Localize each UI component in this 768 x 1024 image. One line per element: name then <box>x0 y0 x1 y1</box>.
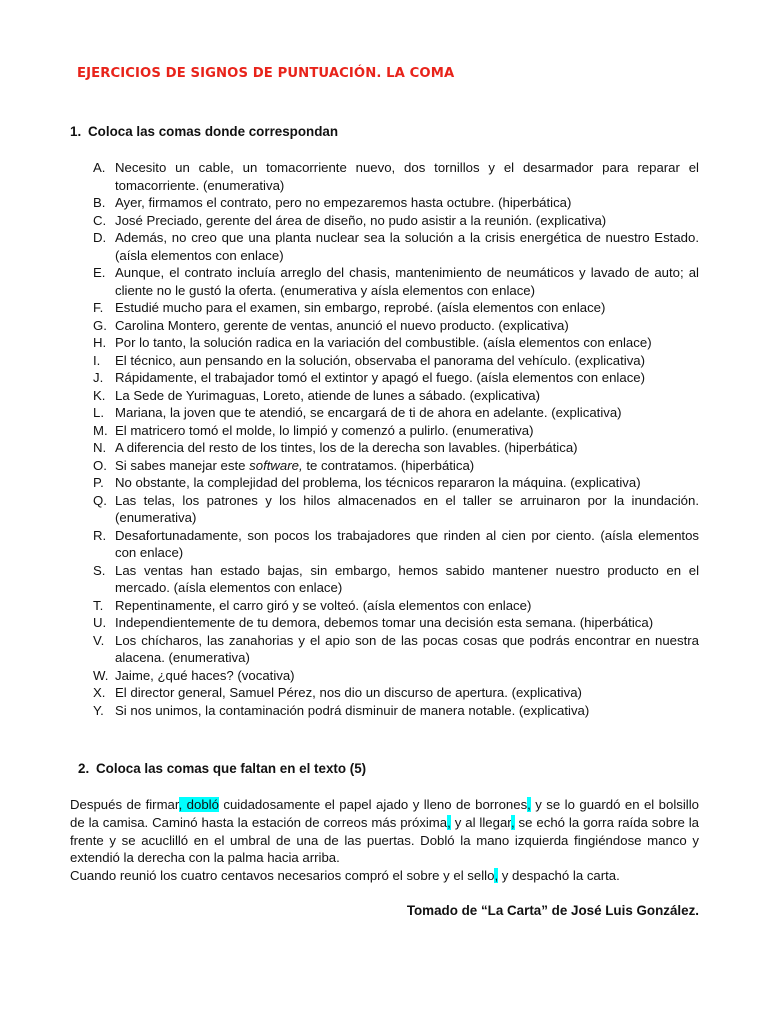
text-run: Si sabes manejar este <box>115 457 250 473</box>
exercise-item <box>93 439 699 457</box>
exercise-sentence: El director general, Samuel Pérez, nos dio un discurso de apertura. (explicativa) <box>115 685 582 700</box>
exercise-letter: C. <box>93 212 107 228</box>
exercise-item <box>93 667 699 685</box>
exercise-item <box>93 632 699 667</box>
exercise-item <box>93 317 699 335</box>
exercise-letter: Q. <box>93 492 107 508</box>
exercise-sentence: Si nos unimos, la contaminación podrá disminuir de manera notable. (explicativa) <box>115 702 590 718</box>
exercise-item <box>93 597 699 615</box>
exercise-letter: H. <box>93 335 107 350</box>
exercise-letter: D. <box>93 230 107 245</box>
exercise-paragraph-1 <box>70 796 699 867</box>
exercise-item <box>93 614 699 632</box>
text-run: se echó la gorra raída sobre la frente y se acuclilló en el umbral de una de las puertas. Dobló la mano izquierda fingiéndose manco y extendió la derecha con la palma hacia arriba. <box>70 814 699 866</box>
exercise-sentence: Rápidamente, el trabajador tomó el extintor y apagó el fuego. (aísla elementos con enlace) <box>115 370 646 385</box>
section-1-heading-text: Coloca las comas donde correspondan <box>88 124 339 139</box>
exercise-letter: U. <box>93 615 107 630</box>
exercise-item <box>93 264 699 299</box>
exercise-sentence: José Preciado, gerente del área de diseño, no pudo asistir a la reunión. (explicativa) <box>115 212 607 228</box>
exercise-item <box>93 229 699 264</box>
exercise-letter: X. <box>93 685 106 700</box>
exercise-sentence: Independientemente de tu demora, debemos tomar una decisión esta semana. (hiperbática) <box>115 615 654 630</box>
text-run: Cuando reunió los cuatro centavos necesarios compró el sobre y el sello <box>70 868 495 884</box>
exercise-letter: O. <box>93 457 107 473</box>
exercise-item <box>93 299 699 317</box>
section-2-number: 2. <box>78 761 90 776</box>
exercise-sentence: Jaime, ¿qué haces? (vocativa) <box>115 667 295 683</box>
exercise-sentence: Desafortunadamente, son pocos los trabajadores que rinden al cien por ciento. (aísla elementos con enlace) <box>115 527 699 560</box>
section-1-number: 1. <box>70 124 82 139</box>
highlighted-comma: , <box>494 868 499 884</box>
text-run: te contratamos. (hiperbática) <box>302 457 475 473</box>
exercise-item <box>93 474 699 492</box>
section-1-heading <box>70 124 338 139</box>
text-run: Después de firmar <box>70 797 179 812</box>
highlighted-comma: , <box>447 814 451 830</box>
exercise-letter: V. <box>93 632 105 648</box>
text-run: cuidadosamente el papel ajado y lleno de borrones <box>218 797 528 812</box>
exercise-item <box>93 369 699 387</box>
exercise-item <box>93 387 699 405</box>
exercise-sentence <box>115 457 699 475</box>
section-2-heading <box>78 761 366 776</box>
exercise-letter: A. <box>93 160 106 175</box>
exercise-item <box>93 212 699 230</box>
exercise-sentence: La Sede de Yurimaguas, Loreto, atiende de lunes a sábado. (explicativa) <box>115 387 540 403</box>
exercise-letter: F. <box>93 300 104 315</box>
exercise-sentence: El matricero tomó el molde, lo limpió y comenzó a pulirlo. (enumerativa) <box>115 422 534 438</box>
exercise-item <box>93 159 699 194</box>
exercise-sentence: Mariana, la joven que te atendió, se encargará de ti de ahora en adelante. (explicativa) <box>115 405 622 420</box>
exercise-sentence: Los chícharos, las zanahorias y el apio son de las pocas cosas que podrás encontrar en nuestra alacena. (enumerativa) <box>115 632 699 665</box>
text-run: y se lo guardó en el bolsillo de la camisa. Caminó hasta la estación de correos más próxima <box>70 797 699 830</box>
exercise-letter: M. <box>93 422 108 438</box>
exercise-item <box>93 457 699 475</box>
highlighted-comma: , <box>510 814 515 830</box>
exercise-item <box>93 422 699 440</box>
exercise-letter: Y. <box>93 702 104 718</box>
page-title: EJERCICIOS DE SIGNOS DE PUNTUACIÓN. LA COMA <box>77 66 455 81</box>
exercise-letter: I. <box>93 352 101 368</box>
exercise-list <box>93 159 699 719</box>
exercise-paragraph-2 <box>70 867 699 885</box>
exercise-letter: W. <box>93 667 109 683</box>
exercise-item <box>93 684 699 702</box>
exercise-item <box>93 404 699 422</box>
exercise-letter: S. <box>93 562 106 578</box>
exercise-letter: J. <box>93 370 104 385</box>
text-run: y al llegar <box>450 814 511 830</box>
exercise-letter: B. <box>93 195 106 210</box>
text-run: y despachó la carta. <box>498 868 620 884</box>
exercise-sentence: Aunque, el contrato incluía arreglo del chasis, mantenimiento de neumáticos y lavado de auto; al cliente no le gustó la oferta. (enumerativa y aísla elementos con enlace) <box>115 265 699 298</box>
highlighted-comma: , <box>527 797 531 812</box>
exercise-text <box>70 796 699 885</box>
exercise-letter: E. <box>93 265 106 280</box>
exercise-sentence: A diferencia del resto de los tintes, los de la derecha son lavables. (hiperbática) <box>115 440 578 455</box>
exercise-sentence: El técnico, aun pensando en la solución, observaba el panorama del vehículo. (explicativa) <box>115 352 646 368</box>
exercise-item <box>93 352 699 370</box>
source-citation: Tomado de “La Carta” de José Luis González. <box>406 903 699 918</box>
italic-term: software, <box>249 457 303 473</box>
exercise-letter: K. <box>93 387 106 403</box>
exercise-sentence: Necesito un cable, un tomacorriente nuevo, dos tornillos y el desarmador para reparar el tomacorriente. (enumerativa) <box>115 160 699 193</box>
exercise-sentence: Repentinamente, el carro giró y se volteó. (aísla elementos con enlace) <box>115 597 532 613</box>
exercise-item <box>93 702 699 720</box>
exercise-sentence: Estudié mucho para el examen, sin embargo, reprobé. (aísla elementos con enlace) <box>115 300 606 315</box>
exercise-letter: L. <box>93 405 104 420</box>
exercise-sentence: Carolina Montero, gerente de ventas, anunció el nuevo producto. (explicativa) <box>115 317 569 333</box>
exercise-item <box>93 562 699 597</box>
exercise-letter: R. <box>93 527 107 543</box>
exercise-item <box>93 527 699 562</box>
exercise-letter: G. <box>93 317 107 333</box>
exercise-sentence: Por lo tanto, la solución radica en la variación del combustible. (aísla elementos con enlace) <box>115 335 652 350</box>
exercise-item <box>93 492 699 527</box>
exercise-letter: T. <box>93 597 104 613</box>
exercise-sentence: Además, no creo que una planta nuclear sea la solución a la crisis energética de nuestro Estado. (aísla elementos con enlace) <box>115 230 699 263</box>
exercise-sentence: Las telas, los patrones y los hilos almacenados en el taller se arruinaron por la inundación. (enumerativa) <box>115 492 699 525</box>
exercise-letter: P. <box>93 475 104 490</box>
exercise-sentence: Ayer, firmamos el contrato, pero no empezaremos hasta octubre. (hiperbática) <box>115 195 572 210</box>
exercise-item <box>93 334 699 352</box>
exercise-sentence: Las ventas han estado bajas, sin embargo, hemos sabido mantener nuestro producto en el mercado. (aísla elementos con enlace) <box>115 562 699 595</box>
exercise-item <box>93 194 699 212</box>
highlighted-comma: , dobló <box>178 797 219 812</box>
exercise-sentence: No obstante, la complejidad del problema, los técnicos repararon la máquina. (explicativa) <box>115 475 641 490</box>
section-2-heading-text: Coloca las comas que faltan en el texto (5) <box>96 761 367 776</box>
exercise-letter: N. <box>93 440 107 455</box>
